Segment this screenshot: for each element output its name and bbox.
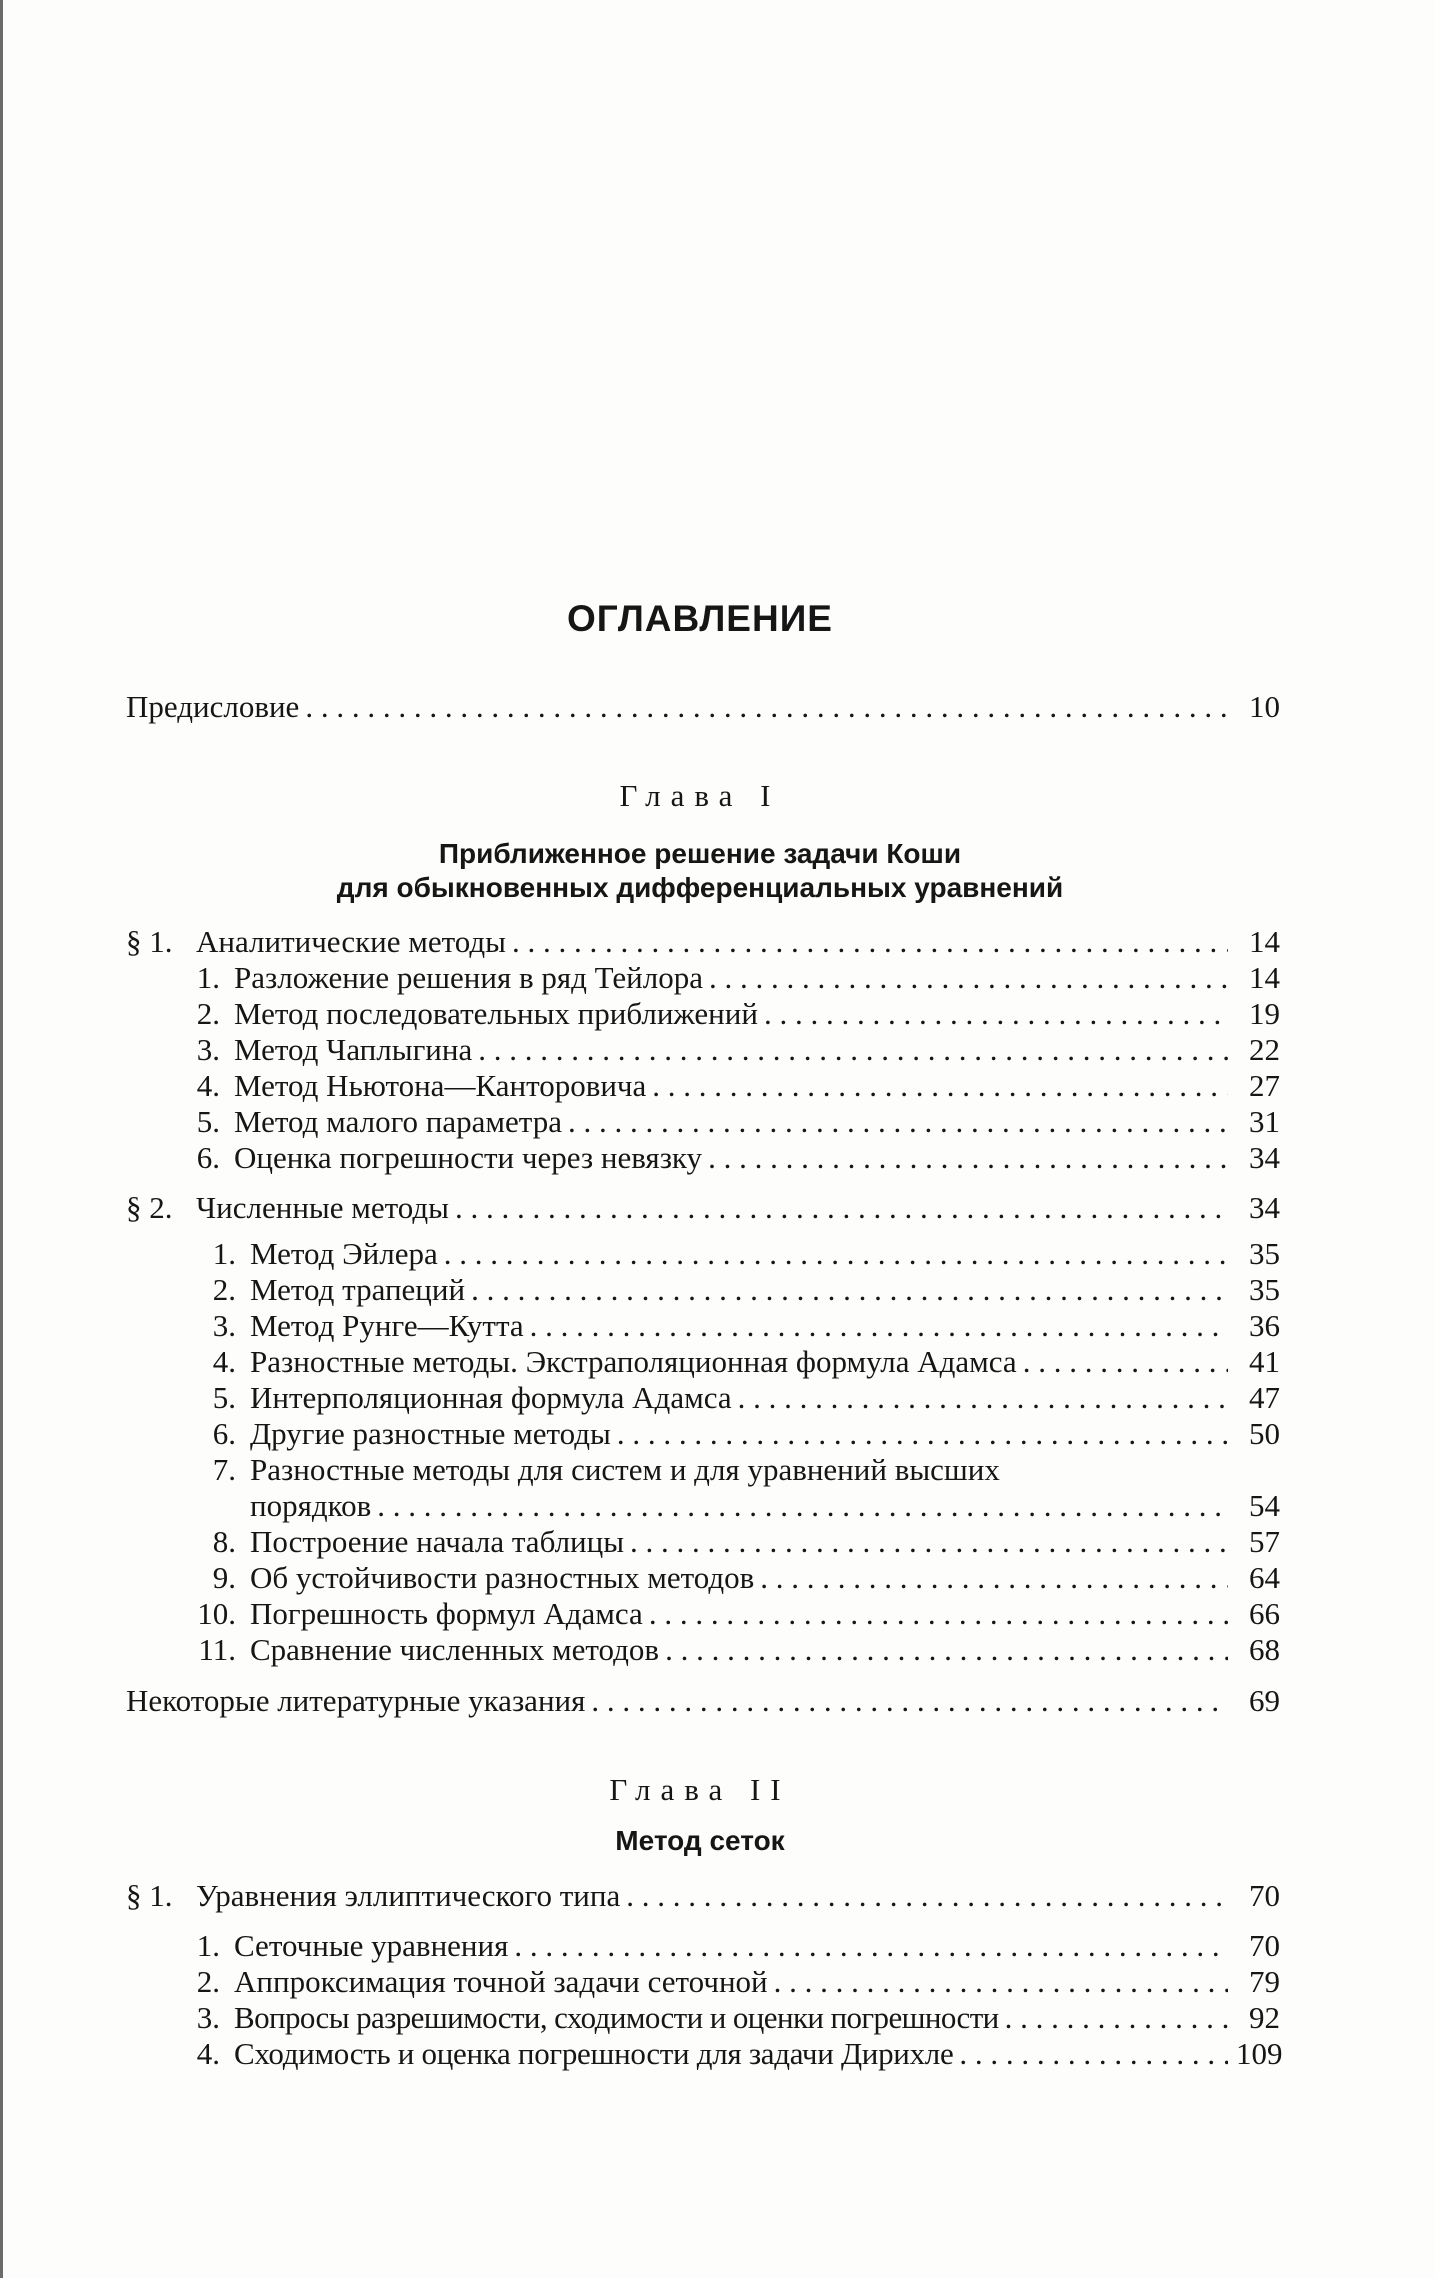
item-number: 8. [212,1524,236,1559]
toc-entry-label-continued: порядков [250,1488,372,1523]
toc-item[interactable] [190,1928,1280,1964]
toc-item[interactable] [190,1596,1280,1632]
chapter-1-subtitle-line2: для обыкновенных дифференциальных уравнений [336,872,1064,903]
toc-entry-page: 109 [1236,2036,1283,2071]
dot-leader [444,1236,1228,1272]
toc-item[interactable] [190,1964,1280,2000]
toc-entry-label: Вопросы разрешимости, сходимости и оценки погрешности [234,2000,999,2035]
dot-leader [652,1068,1228,1104]
toc-entry-label: Оценка погрешности через невязку [234,1140,703,1175]
dot-leader [959,2036,1228,2072]
toc-item[interactable] [190,1140,1280,1176]
toc-item[interactable] [190,1032,1280,1068]
toc-entry-label: Аппроксимация точной задачи сеточной [234,1964,768,1999]
toc-entry-label: Сеточные уравнения [234,1928,509,1963]
toc-item[interactable] [190,1416,1280,1452]
chapter-1-subtitle-line1: Приближенное решение задачи Коши [438,838,962,869]
item-number: 2. [196,996,220,1031]
dot-leader [708,1140,1228,1176]
toc-entry-page: 64 [1249,1560,1280,1595]
toc-entry-page: 79 [1249,1964,1280,1999]
toc-item[interactable] [190,996,1280,1032]
item-number: 6. [212,1416,236,1451]
dot-leader [617,1416,1228,1452]
dot-leader [471,1272,1228,1308]
toc-entry-label: Об устойчивости разностных методов [250,1560,755,1595]
item-number: 3. [212,1308,236,1343]
toc-item[interactable] [190,2000,1280,2036]
toc-entry-page: 70 [1249,1928,1280,1963]
toc-item[interactable] [190,1560,1280,1596]
toc-entry-page: 34 [1249,1190,1280,1225]
toc-entry-label: Другие разностные методы [250,1416,611,1451]
toc-entry-page: 66 [1249,1596,1280,1631]
toc-entry-label: Аналитические методы [196,924,506,959]
dot-leader [764,996,1228,1032]
toc-entry-page: 14 [1249,960,1280,995]
toc-entry-label: Сравнение численных методов [250,1632,660,1667]
toc-entry-label: Построение начала таблицы [250,1524,625,1559]
toc-item-multiline[interactable] [190,1452,1000,1488]
toc-entry-page: 31 [1249,1104,1280,1139]
section-number: § 1. [126,924,173,959]
dot-leader [305,689,1228,725]
toc-item[interactable] [190,2036,1283,2072]
toc-entry-page: 36 [1249,1308,1280,1343]
section-number: § 2. [126,1190,173,1225]
toc-entry-page: 22 [1249,1032,1280,1067]
item-number: 3. [196,2000,220,2035]
dot-leader [760,1560,1228,1596]
item-number: 7. [212,1452,236,1487]
toc-item[interactable] [190,1308,1280,1344]
chapter-2-heading: Глава II [609,1772,791,1807]
dot-leader [1023,1344,1228,1380]
toc-entry-page: 19 [1249,996,1280,1031]
item-number: 10. [197,1596,236,1631]
item-number: 4. [196,2036,220,2071]
toc-entry-page: 92 [1249,2000,1280,2035]
item-number: 1. [196,1928,220,1963]
toc-entry-label: Метод Ньютона—Канторовича [234,1068,647,1103]
chapter-1-heading: Глава I [619,778,781,813]
toc-item[interactable] [190,1104,1280,1140]
dot-leader [709,960,1228,996]
toc-entry-page: 34 [1249,1140,1280,1175]
toc-entry-label: Предисловие [126,689,300,724]
dot-leader [630,1524,1228,1560]
toc-section-2[interactable] [126,1190,1280,1226]
item-number: 2. [212,1272,236,1307]
toc-entry-page: 10 [1249,689,1280,724]
toc-item[interactable] [190,1272,1280,1308]
toc-item[interactable] [190,1524,1280,1560]
toc-entry-label: Некоторые литературные указания [126,1683,586,1718]
toc-entry-page: 70 [1249,1878,1280,1913]
dot-leader [478,1032,1228,1068]
toc-entry-page: 68 [1249,1632,1280,1667]
toc-entry-preface[interactable] [126,689,1280,725]
item-number: 1. [212,1236,236,1271]
page-edge [0,0,3,2278]
toc-entry-label: Разложение решения в ряд Тейлора [234,960,703,995]
chapter-2-subtitle: Метод сеток [615,1825,785,1856]
toc-item[interactable] [190,960,1280,996]
item-number: 5. [196,1104,220,1139]
item-number: 6. [196,1140,220,1175]
item-number: 2. [196,1964,220,1999]
toc-entry-label: Погрешность формул Адамса [250,1596,643,1631]
toc-item[interactable] [190,1632,1280,1668]
toc-entry-page: 35 [1249,1236,1280,1271]
toc-entry-page: 27 [1249,1068,1280,1103]
toc-entry-page: 69 [1249,1683,1280,1718]
toc-entry-label: Метод Рунге—Кутта [250,1308,524,1343]
item-number: 5. [212,1380,236,1415]
item-number: 3. [196,1032,220,1067]
toc-section-1[interactable] [126,1878,1280,1914]
item-number: 4. [212,1344,236,1379]
toc-entry-label: Интерполяционная формула Адамса [250,1380,732,1415]
toc-entry-label: Разностные методы. Экстраполяционная формула Адамса [250,1344,1017,1379]
dot-leader [514,1928,1228,1964]
toc-entry-label: Метод последовательных приближений [234,996,758,1031]
toc-item[interactable] [190,1068,1280,1104]
dot-leader [591,1683,1228,1719]
toc-item[interactable] [190,1380,1280,1416]
dot-leader [649,1596,1228,1632]
toc-entry-page: 35 [1249,1272,1280,1307]
section-number: § 1. [126,1878,173,1913]
toc-entry-page: 41 [1249,1344,1280,1379]
toc-item[interactable] [190,1344,1280,1380]
dot-leader [665,1632,1228,1668]
toc-entry-label: Уравнения эллиптического типа [196,1878,621,1913]
toc-entry-label: Сходимость и оценка погрешности для задачи Дирихле [234,2036,954,2071]
toc-entry-page: 54 [1249,1488,1280,1523]
dot-leader [512,924,1228,960]
toc-entry-page: 47 [1249,1380,1280,1415]
dot-leader [455,1190,1228,1226]
item-number: 1. [196,960,220,995]
item-number: 11. [198,1632,236,1667]
toc-item-continuation[interactable] [250,1488,1280,1524]
toc-entry-page: 14 [1249,924,1280,959]
toc-entry-label: Метод Чаплыгина [234,1032,473,1067]
toc-entry-page: 50 [1249,1416,1280,1451]
dot-leader [738,1380,1228,1416]
toc-entry-label: Метод малого параметра [234,1104,562,1139]
toc-item[interactable] [190,1236,1280,1272]
dot-leader [626,1878,1228,1914]
toc-section-1[interactable] [126,924,1280,960]
toc-entry-label: Метод Эйлера [250,1236,438,1271]
dot-leader [377,1488,1228,1524]
toc-entry-label: Численные методы [196,1190,449,1225]
dot-leader [568,1104,1228,1140]
page-title: ОГЛАВЛЕНИЕ [567,598,833,639]
toc-entry-label: Метод трапеций [250,1272,466,1307]
toc-entry-literature[interactable] [126,1683,1280,1719]
item-number: 4. [196,1068,220,1103]
dot-leader [774,1964,1228,2000]
item-number: 9. [212,1560,236,1595]
toc-entry-label: Разностные методы для систем и для уравнений высших [250,1452,1000,1487]
toc-entry-page: 57 [1249,1524,1280,1559]
dot-leader [530,1308,1228,1344]
dot-leader [1005,2000,1228,2036]
